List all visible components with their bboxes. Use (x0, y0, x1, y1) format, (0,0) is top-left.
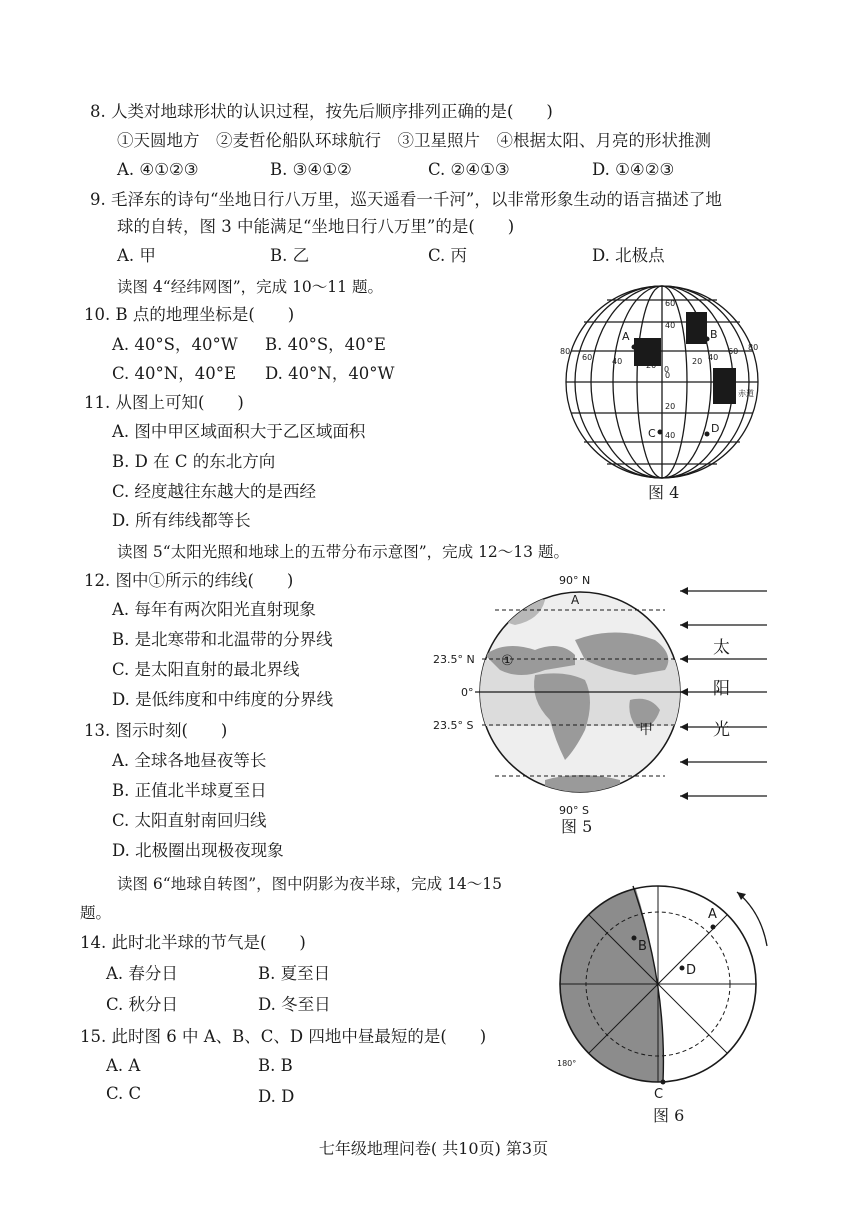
q9-option-b: B. 乙 (270, 246, 310, 265)
q10-option-b: B. 40°S，40°E (265, 335, 386, 354)
lon-label: 80 (560, 347, 571, 356)
q13-stem: 13. 图示时刻( ) (84, 721, 228, 740)
q13-option-d: D. 北极圈出现极夜现象 (112, 841, 284, 860)
figure-5-caption: 图 5 (561, 817, 593, 836)
q13-option-a: A. 全球各地昼夜等长 (112, 751, 267, 770)
page-footer: 七年级地理问卷( 共10页) 第3页 (318, 1139, 549, 1158)
point-b-label: B (638, 939, 647, 954)
lon-label: 40 (708, 353, 719, 362)
q8-option-a: A. ④①②③ (117, 160, 199, 179)
q12-option-a: A. 每年有两次阳光直射现象 (112, 600, 316, 619)
q9-stem-line1: 9. 毛泽东的诗句“坐地日行八万里，巡天遥看一千河”，以非常形象生动的语言描述了地 (90, 190, 722, 209)
point-c-label: C (654, 1087, 664, 1102)
equator-label: 赤道 (738, 389, 754, 398)
label-tropic-south: 23.5° S (433, 719, 474, 732)
q15-option-c: C. C (106, 1084, 142, 1103)
q15-option-d: D. D (258, 1087, 295, 1106)
figure-6-caption: 图 6 (653, 1106, 685, 1125)
q11-option-a: A. 图中甲区域面积大于乙区域面积 (112, 422, 366, 441)
q10-option-d: D. 40°N，40°W (265, 364, 395, 383)
q12-option-c: C. 是太阳直射的最北界线 (112, 660, 300, 679)
lon-180-label: 180° (557, 1059, 577, 1068)
point-c-label: C (648, 427, 656, 440)
q9-stem-line2: 球的自转，图 3 中能满足“坐地日行八万里”的是( ) (117, 217, 515, 236)
label-north-pole: 90° N (559, 574, 591, 587)
q12-stem: 12. 图中①所示的纬线( ) (84, 571, 294, 590)
figure-6-earth-rotation (555, 880, 777, 1102)
lon-label: 40 (612, 357, 623, 366)
q11-option-d: D. 所有纬线都等长 (112, 511, 251, 530)
sun-char-3: 光 (713, 720, 730, 740)
q12-option-d: D. 是低纬度和中纬度的分界线 (112, 690, 334, 709)
q11-stem: 11. 从图上可知( ) (84, 393, 244, 412)
q14-option-d: D. 冬至日 (258, 995, 331, 1014)
q8-option-b: B. ③④①② (270, 160, 352, 179)
sun-char-2: 阳 (713, 679, 730, 699)
q14-option-b: B. 夏至日 (258, 964, 331, 983)
q8-option-d: D. ①④②③ (592, 160, 675, 179)
lat-label: 40 (665, 431, 676, 440)
lat-label: 0 (665, 371, 671, 380)
q10-option-a: A. 40°S，40°W (112, 335, 238, 354)
lon-label: 0 (664, 365, 670, 374)
q15-option-b: B. B (258, 1056, 293, 1075)
lat-label: 40 (665, 321, 676, 330)
lon-label: 20 (692, 357, 703, 366)
lon-label: 80 (748, 343, 759, 352)
q8-option-c: C. ②④①③ (428, 160, 510, 179)
fig5-intro: 读图 5“太阳光照和地球上的五带分布示意图”，完成 12～13 题。 (117, 543, 569, 561)
q9-option-d: D. 北极点 (592, 246, 665, 265)
label-tropic-north: 23.5° N (433, 653, 475, 666)
point-a-label: A (622, 330, 630, 343)
q9-option-c: C. 丙 (428, 246, 468, 265)
q14-option-a: A. 春分日 (106, 964, 178, 983)
q13-option-b: B. 正值北半球夏至日 (112, 781, 267, 800)
q15-option-a: A. A (106, 1056, 141, 1075)
q10-stem: 10. B 点的地理坐标是( ) (84, 305, 295, 324)
q15-stem: 15. 此时图 6 中 A、B、C、D 四地中昼最短的是( ) (80, 1027, 487, 1046)
lat-label: 60 (665, 299, 676, 308)
point-b-label: B (710, 328, 718, 341)
lon-label: 60 (728, 347, 739, 356)
point-d-label: D (711, 422, 720, 435)
fig4-intro: 读图 4“经纬网图”，完成 10～11 题。 (117, 278, 383, 296)
marker-1: ① (501, 653, 514, 669)
figure-4-caption: 图 4 (648, 483, 680, 502)
q14-stem: 14. 此时北半球的节气是( ) (80, 933, 306, 952)
label-south-pole: 90° S (559, 804, 589, 817)
marker-jia: 甲 (639, 722, 653, 738)
label-equator: 0° (461, 686, 474, 699)
q10-option-c: C. 40°N，40°E (112, 364, 236, 383)
q8-items: ①天圆地方 ②麦哲伦船队环球航行 ③卫星照片 ④根据太阳、月亮的形状推测 (117, 131, 711, 150)
fig6-intro-line1: 读图 6“地球自转图”，图中阴影为夜半球，完成 14～15 (117, 875, 503, 893)
q14-option-c: C. 秋分日 (106, 995, 179, 1014)
point-d-label: D (686, 963, 697, 978)
q9-option-a: A. 甲 (117, 246, 156, 265)
lon-label: 60 (582, 353, 593, 362)
q11-option-b: B. D 在 C 的东北方向 (112, 452, 276, 471)
sun-char-1: 太 (713, 638, 730, 658)
q8-stem: 8. 人类对地球形状的认识过程，按先后顺序排列正确的是( ) (90, 102, 553, 121)
q12-option-b: B. 是北寒带和北温带的分界线 (112, 630, 333, 649)
figure-5-sunlight-zones (425, 570, 775, 818)
fig6-intro-line2: 题。 (80, 904, 112, 922)
lat-label: 20 (665, 402, 676, 411)
q11-option-c: C. 经度越往东越大的是西经 (112, 482, 317, 501)
figure-4-graticule-globe (552, 282, 772, 482)
marker-a: A (571, 593, 580, 607)
lon-label: 20 (646, 361, 657, 370)
point-a-label: A (708, 907, 717, 922)
q13-option-c: C. 太阳直射南回归线 (112, 811, 267, 830)
